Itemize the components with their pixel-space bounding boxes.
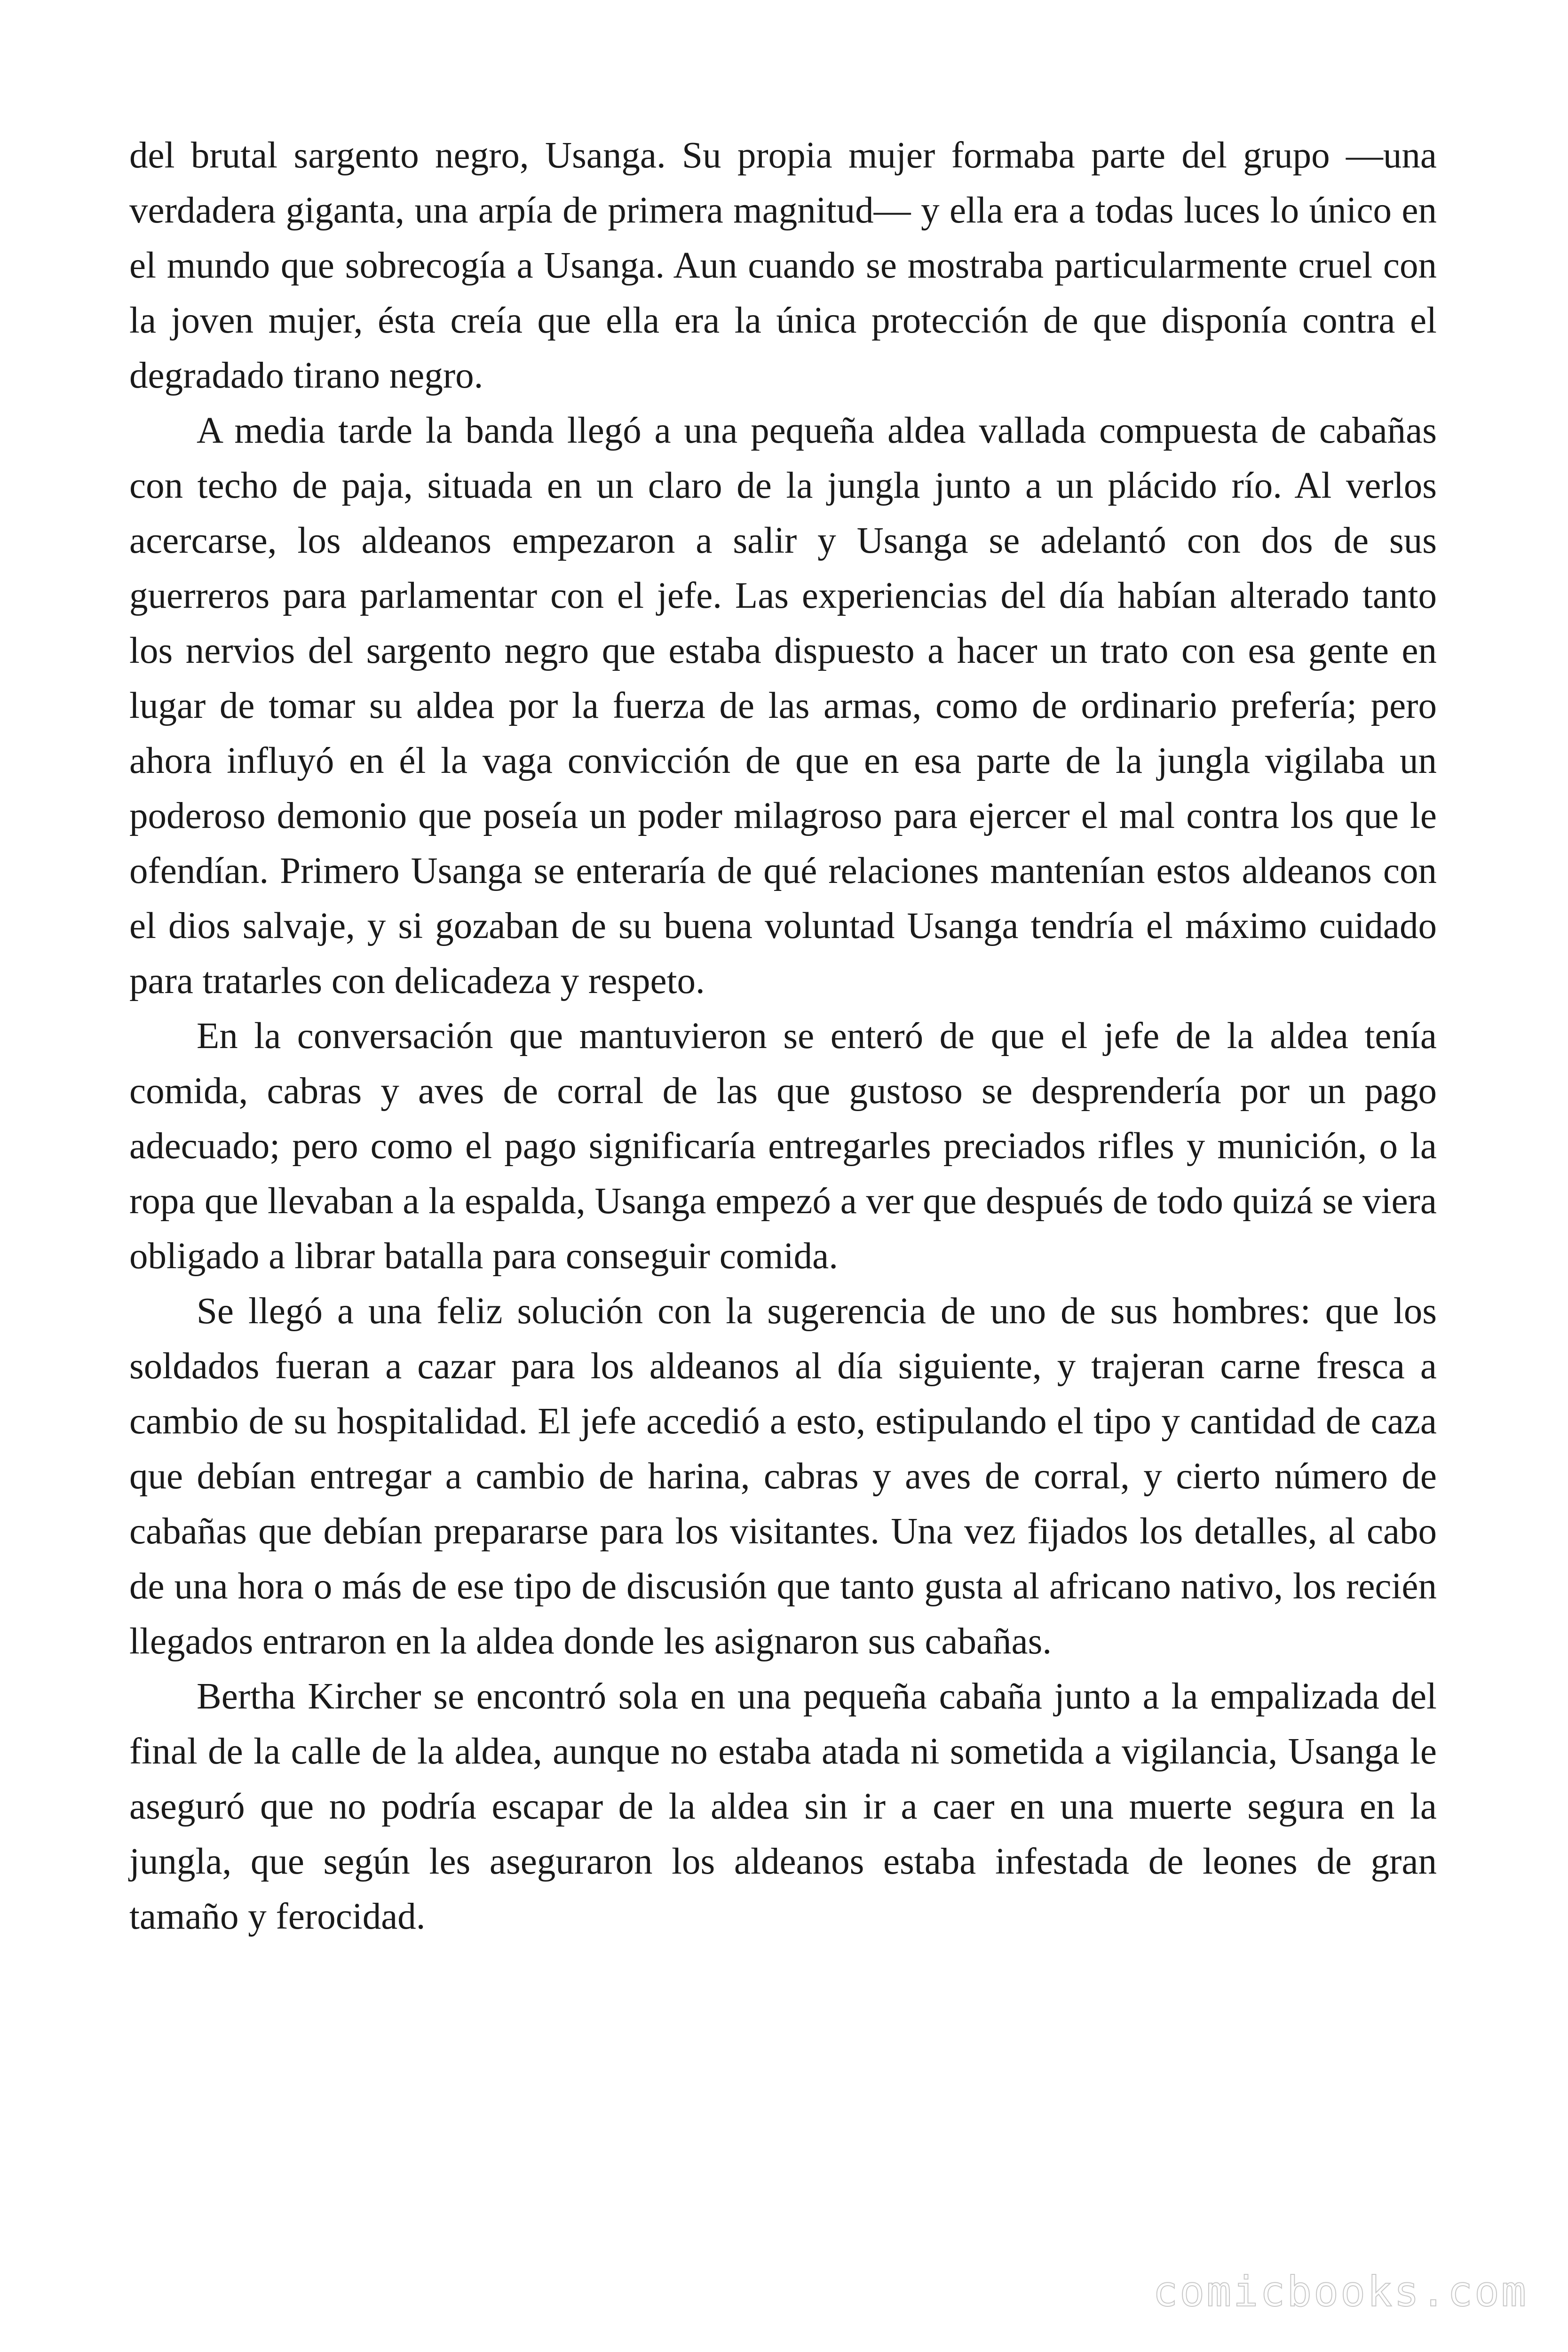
paragraph: A media tarde la banda llegó a una pequeña aldea vallada compuesta de cabañas con techo de paja, situada en un claro de la jungla junto a un plácido río. Al verlos acercarse, los aldeanos empezaron a salir y Usanga se adelantó con dos de sus guerreros para parlamentar con el jefe. Las experiencias del día habían alterado tanto los nervios del sargento negro que estaba dispuesto a hacer un trato con esa gente en lugar de tomar su aldea por la fuerza de las armas, como de ordinario prefería; pero ahora influyó en él la vaga convicción de que en esa parte de la jungla vigilaba un poderoso demonio que poseía un poder milagroso para ejercer el mal contra los que le ofendían. Primero Usanga se enteraría de qué relaciones mantenían estos aldeanos con el dios salvaje, y si gozaban de su buena voluntad Usanga tendría el máximo cuidado para tratarles con delicadeza y respeto.: [129, 410, 1437, 1001]
paragraph: Bertha Kircher se encontró sola en una pequeña cabaña junto a la empalizada del final de la calle de la aldea, aunque no estaba atada ni sometida a vigilancia, Usanga le aseguró que no podría escapar de la aldea sin ir a caer en una muerte segura en la jungla, que según les aseguraron los aldeanos estaba infestada de leones de gran tamaño y ferocidad.: [129, 1676, 1437, 1937]
paragraph: del brutal sargento negro, Usanga. Su propia mujer formaba parte del grupo —una verdadera giganta, una arpía de primera magnitud— y ella era a todas luces lo único en el mundo que sobrecogía a Usanga. Aun cuando se mostraba particularmente cruel con la joven mujer, ésta creía que ella era la única protección de que disponía contra el degradado tirano negro.: [129, 135, 1437, 396]
body-text: [129, 128, 1437, 1944]
paragraph: Se llegó a una feliz solución con la sugerencia de uno de sus hombres: que los soldados fueran a cazar para los aldeanos al día siguiente, y trajeran carne fresca a cambio de su hospitalidad. El jefe accedió a esto, estipulando el tipo y cantidad de caza que debían entregar a cambio de harina, cabras y aves de corral, y cierto número de cabañas que debían prepararse para los visitantes. Una vez fijados los detalles, al cabo de una hora o más de ese tipo de discusión que tanto gusta al africano nativo, los recién llegados entraron en la aldea donde les asignaron sus cabañas.: [129, 1291, 1437, 1662]
watermark-logo: comicbooks.com: [1153, 2267, 1528, 2316]
paragraph: En la conversación que mantuvieron se enteró de que el jefe de la aldea tenía comida, cabras y aves de corral de las que gustoso se desprendería por un pago adecuado; pero como el pago significaría entregarles preciados rifles y munición, o la ropa que llevaban a la espalda, Usanga empezó a ver que después de todo quizá se viera obligado a librar batalla para conseguir comida.: [129, 1016, 1437, 1277]
